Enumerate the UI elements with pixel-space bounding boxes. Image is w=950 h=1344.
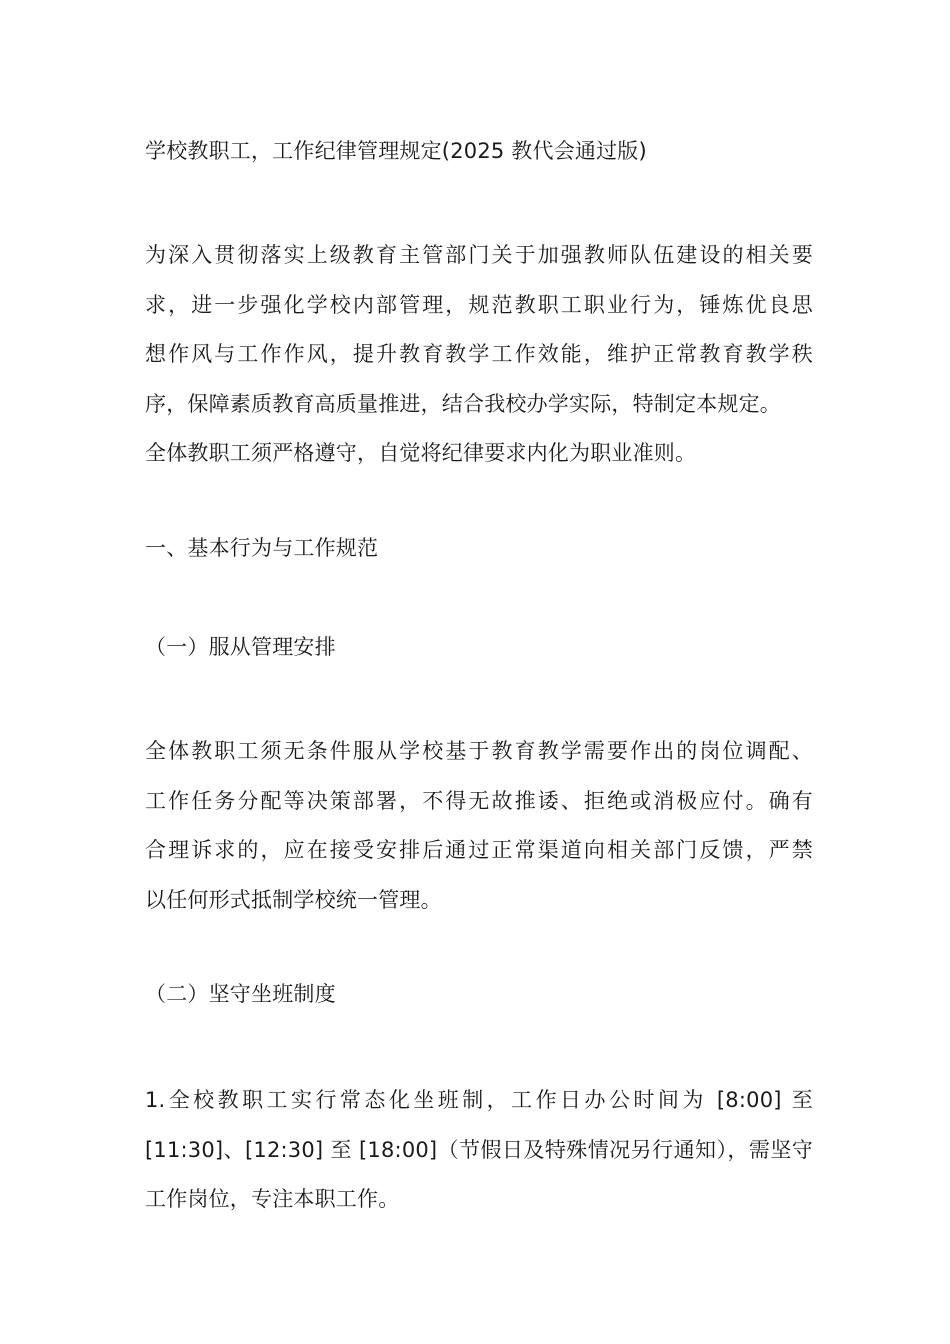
document-title — [145, 133, 813, 169]
paragraph-line: 以任何形式抵制学校统一管理。 — [145, 887, 442, 912]
title-text: 学校教职工，工作纪律管理规定(2025 教代会通过版) — [145, 139, 647, 163]
paragraph-line: 序，保障素质教育高质量推进，结合我校办学实际，特制定本规定。 — [145, 391, 781, 416]
subsection-1-paragraph — [145, 727, 813, 925]
subsection-heading — [145, 976, 813, 1012]
paragraph-line: 为深入贯彻落实上级教育主管部门关于加强教师队伍建设的相关要 — [145, 243, 813, 267]
intro-paragraph — [145, 231, 813, 479]
paragraph-line: 合理诉求的，应在接受安排后通过正常渠道向相关部门反馈，严禁 — [145, 838, 813, 862]
paragraph-line: 工作岗位，专注本职工作。 — [145, 1187, 400, 1211]
section-heading — [145, 530, 813, 566]
paragraph-line: 1.全校教职工实行常态化坐班制，工作日办公时间为 [8:00] 至 — [145, 1088, 813, 1112]
paragraph-line: 全体教职工须严格遵守，自觉将纪律要求内化为职业准则。 — [145, 441, 697, 465]
subsection-2-heading: （二）坚守坐班制度 — [145, 982, 336, 1006]
paragraph-line: 求，进一步强化学校内部管理，规范教职工职业行为，锤炼优良思 — [145, 292, 813, 317]
subsection-2-paragraph — [145, 1076, 813, 1225]
paragraph-line: [11:30]、[12:30] 至 [18:00]（节假日及特殊情况另行通知），需坚守 — [145, 1137, 813, 1162]
paragraph-line: 想作风与工作作风，提升教育教学工作效能，维护正常教育教学秩 — [145, 342, 813, 366]
paragraph-line: 全体教职工须无条件服从学校基于教育教学需要作出的岗位调配、 — [145, 739, 813, 763]
paragraph-line: 工作任务分配等决策部署，不得无故推诿、拒绝或消极应付。确有 — [145, 788, 813, 813]
subsection-heading — [145, 629, 813, 665]
section-1-heading: 一、基本行为与工作规范 — [145, 536, 379, 560]
subsection-1-heading: （一）服从管理安排 — [145, 635, 336, 659]
